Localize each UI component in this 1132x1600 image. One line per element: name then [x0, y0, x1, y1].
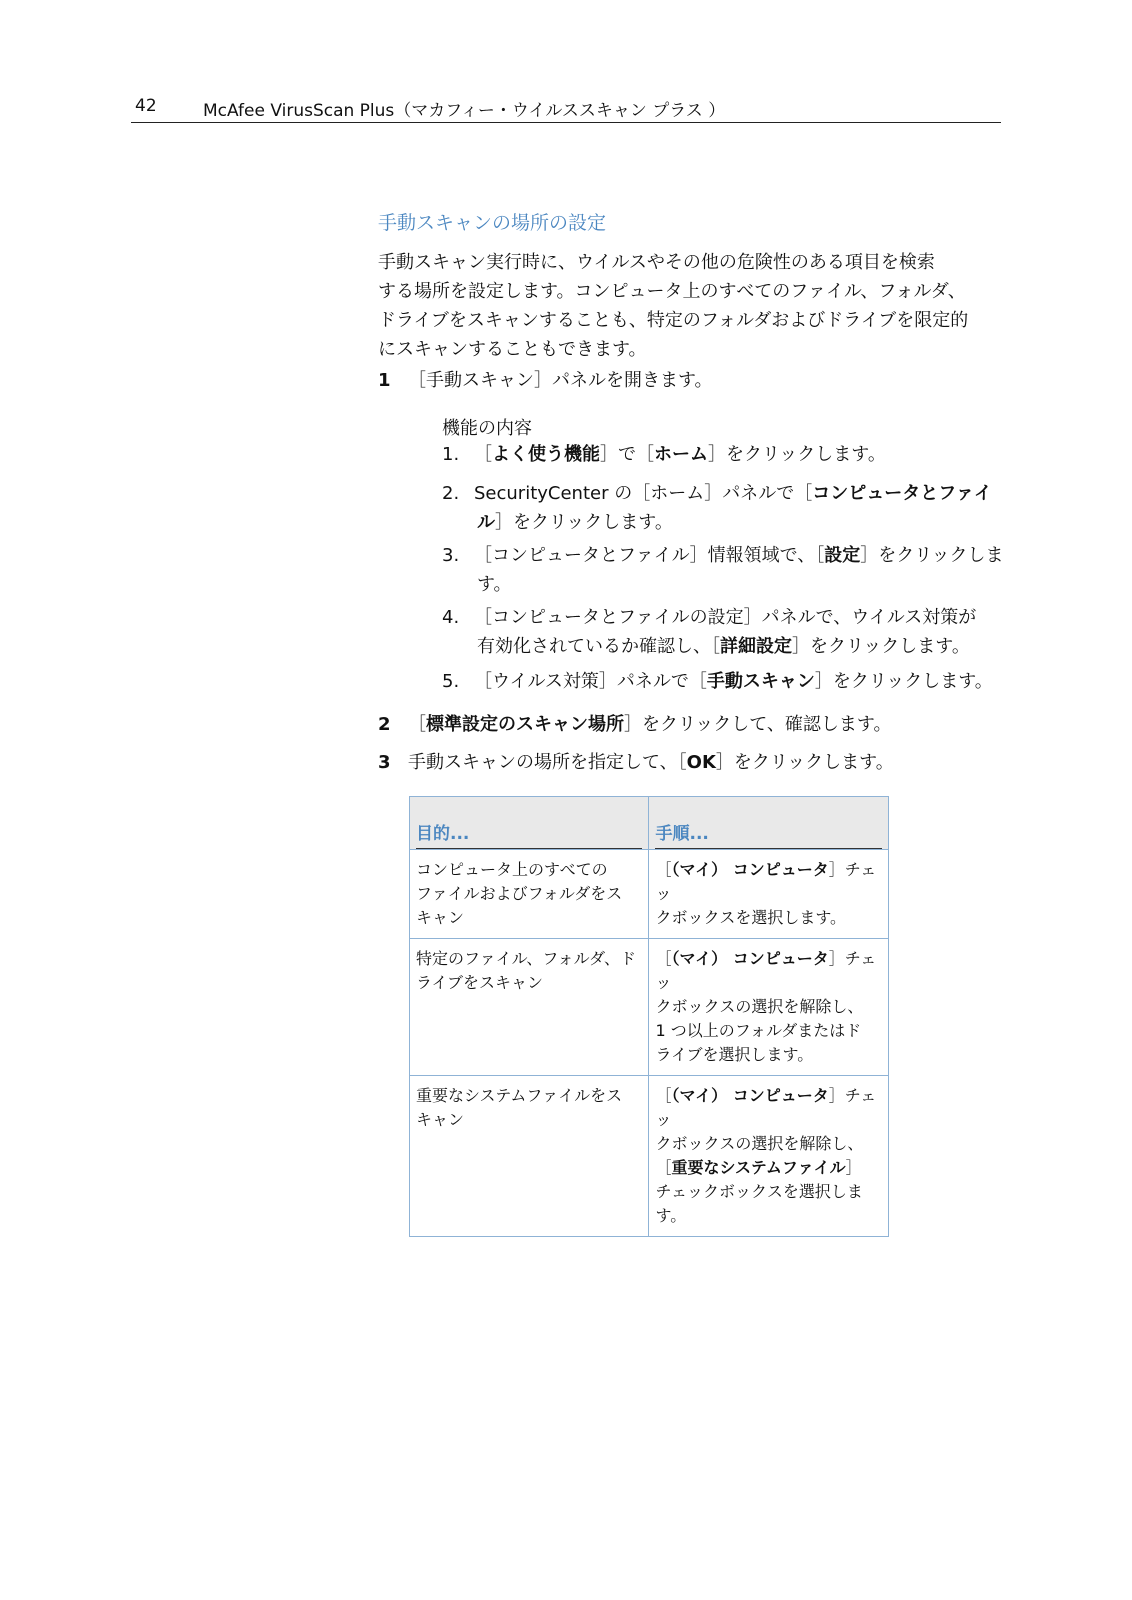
cell-text: ］	[845, 1158, 862, 1177]
purpose-cell	[410, 1076, 649, 1237]
steps-cell	[649, 939, 889, 1076]
cell-line: クボックスを選択します。	[655, 908, 847, 927]
procedure-table	[409, 796, 889, 1237]
purpose-cell	[410, 939, 649, 1076]
substep-2	[442, 479, 992, 537]
cell-text: ［	[655, 1086, 672, 1105]
cell-line: ライブを選択します。	[655, 1045, 814, 1064]
table-row	[410, 850, 889, 939]
intro-line: する場所を設定します。コンピュータ上のすべてのファイル、フォルダ、	[378, 281, 966, 302]
substep-text: ［ウイルス対策］パネルで［	[474, 671, 707, 692]
cell-line: 1 つ以上のフォルダまたはド	[655, 1021, 862, 1040]
substep-text: ［コンピュータとファイル］情報領域で、［	[474, 545, 825, 566]
cell-text: ］チェッ	[655, 1086, 877, 1129]
substep-number: 1.	[442, 444, 460, 465]
table-header-row	[410, 797, 889, 850]
step-3	[378, 748, 894, 774]
substep-3	[442, 541, 1004, 599]
cell-line: ライブをスキャン	[416, 973, 544, 992]
substep-number: 2.	[442, 483, 460, 504]
substep-5	[442, 667, 993, 696]
cell-line: 重要なシステムファイルをス	[416, 1086, 623, 1105]
substep-number: 3.	[442, 545, 460, 566]
table-row	[410, 939, 889, 1076]
substep-text: ［	[474, 444, 492, 465]
sub-label: 機能の内容	[442, 418, 532, 439]
ui-term: ル	[477, 512, 495, 533]
running-title: McAfee VirusScan Plus（マカフィー・ウイルススキャン プラス ）	[203, 101, 726, 121]
substep-text: ］をクリックしま	[860, 545, 1004, 566]
substep-text: ］で［	[600, 444, 654, 465]
cell-line: ファイルおよびフォルダをス	[416, 884, 623, 903]
ui-term: （マイ） コンピュータ	[671, 1086, 829, 1105]
purpose-cell	[410, 850, 649, 939]
substep-text: SecurityCenter の［ホーム］パネルで［	[474, 483, 813, 504]
substep-4	[442, 603, 976, 661]
ui-term: 重要なシステムファイル	[671, 1158, 846, 1177]
step-text: ［	[408, 714, 426, 735]
substep-text: ］をクリックします。	[708, 444, 886, 465]
substep-text: ］をクリックします。	[495, 512, 673, 533]
cell-text: ［	[655, 1158, 672, 1177]
substep-text: ］をクリックします。	[792, 636, 970, 657]
substep-text: ］をクリックします。	[814, 671, 993, 692]
cell-line: キャン	[416, 1110, 465, 1129]
step-number: 1	[378, 370, 391, 391]
ui-term: 標準設定のスキャン場所	[426, 714, 624, 735]
cell-text: ［	[655, 860, 672, 879]
cell-text: ］チェッ	[655, 949, 877, 992]
cell-line: す。	[655, 1206, 687, 1225]
column-header-steps	[649, 797, 889, 850]
ui-term: OK	[686, 752, 716, 773]
section-title: 手動スキャンの場所の設定	[378, 212, 607, 234]
step-number: 2	[378, 714, 391, 735]
intro-line: にスキャンすることもできます。	[378, 339, 647, 360]
column-header-purpose	[410, 797, 649, 850]
column-header-label: 目的...	[416, 797, 642, 849]
substep-1	[442, 440, 886, 469]
step-text: ］をクリックします。	[715, 752, 894, 773]
substep-number: 4.	[442, 607, 460, 628]
step-2	[378, 710, 891, 736]
steps-cell	[649, 850, 889, 939]
cell-line: クボックスの選択を解除し、	[655, 1134, 864, 1153]
ui-term: ホーム	[654, 444, 708, 465]
cell-line: クボックスの選択を解除し、	[655, 997, 864, 1016]
substep-text: ［コンピュータとファイルの設定］パネルで、ウイルス対策が	[474, 607, 977, 628]
cell-line: コンピュータ上のすべての	[416, 860, 608, 879]
cell-text: ］チェッ	[655, 860, 877, 903]
ui-term: よく使う機能	[492, 444, 600, 465]
substep-text: 有効化されているか確認し、［	[477, 636, 720, 657]
page-number: 42	[135, 96, 157, 116]
page-header	[131, 96, 1001, 123]
intro-line: ドライブをスキャンすることも、特定のフォルダおよびドライブを限定的	[378, 310, 969, 331]
step-text: ［手動スキャン］パネルを開きます。	[408, 370, 713, 391]
intro-line: 手動スキャン実行時に、ウイルスやその他の危険性のある項目を検索	[378, 252, 935, 273]
ui-term: （マイ） コンピュータ	[671, 949, 829, 968]
intro-paragraph	[378, 248, 998, 364]
ui-term: 設定	[824, 545, 861, 566]
substep-text: す。	[477, 574, 512, 595]
column-header-label: 手順...	[655, 797, 882, 849]
ui-term: 手動スキャン	[706, 671, 815, 692]
cell-text: ［	[655, 949, 672, 968]
ui-term: （マイ） コンピュータ	[671, 860, 829, 879]
step-number: 3	[378, 752, 391, 773]
substep-number: 5.	[442, 671, 460, 692]
cell-line: キャン	[416, 908, 465, 927]
step-1	[378, 366, 713, 392]
ui-term: コンピュータとファイ	[812, 483, 992, 504]
step-text: 手動スキャンの場所を指定して、［	[408, 752, 687, 773]
step-text: ］をクリックして、確認します。	[624, 714, 892, 735]
table-row	[410, 1076, 889, 1237]
steps-cell	[649, 1076, 889, 1237]
cell-line: 特定のファイル、フォルダ、ド	[416, 949, 637, 968]
ui-term: 詳細設定	[720, 636, 792, 657]
cell-line: チェックボックスを選択しま	[655, 1182, 863, 1201]
